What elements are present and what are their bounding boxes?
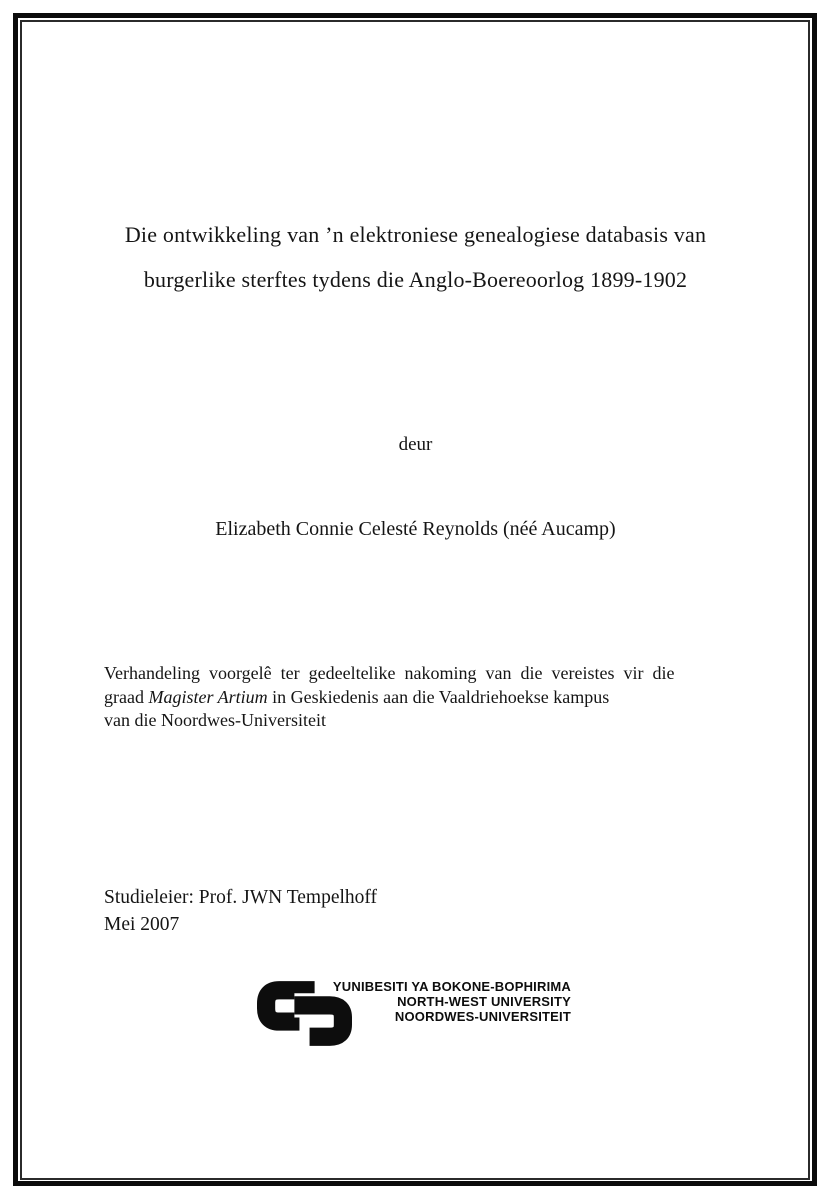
supervisor-block: [104, 884, 377, 938]
thesis-title-line-1: Die ontwikkeling van ’n elektroniese genealogiese databasis van: [124, 222, 707, 247]
logo-text-line-setswana: YUNIBESITI YA BOKONE-BOPHIRIMA: [332, 979, 571, 994]
submission-line-2-post: in Geskiedenis aan die Vaaldriehoekse kampus: [267, 686, 610, 707]
thesis-title: [0, 212, 831, 302]
supervisor-line: Studieleier: Prof. JWN Tempelhoff: [104, 887, 378, 908]
submission-line-1: Verhandeling voorgelê ter gedeeltelike nakoming van die vereistes vir die: [104, 663, 675, 683]
degree-name: Magister Artium: [148, 686, 268, 707]
submission-line-3: van die Noordwes-Universiteit: [104, 710, 326, 730]
submission-line-2-pre: graad: [104, 686, 149, 707]
thesis-title-line-2: burgerlike sterftes tydens die Anglo-Boereoorlog 1899-1902: [143, 267, 688, 292]
logo-text-line-english: NORTH-WEST UNIVERSITY: [397, 994, 571, 1010]
date-line: Mei 2007: [104, 914, 180, 935]
submission-line-2: [104, 686, 740, 710]
author-name: Elizabeth Connie Celesté Reynolds (néé Aucamp): [215, 518, 616, 540]
submission-statement: [104, 662, 740, 733]
logo-text-line-afrikaans: NOORDWES-UNIVERSITEIT: [394, 1009, 571, 1025]
university-logo: [257, 977, 577, 1052]
university-logo-text: [321, 979, 571, 1025]
byline: deur: [398, 434, 433, 455]
